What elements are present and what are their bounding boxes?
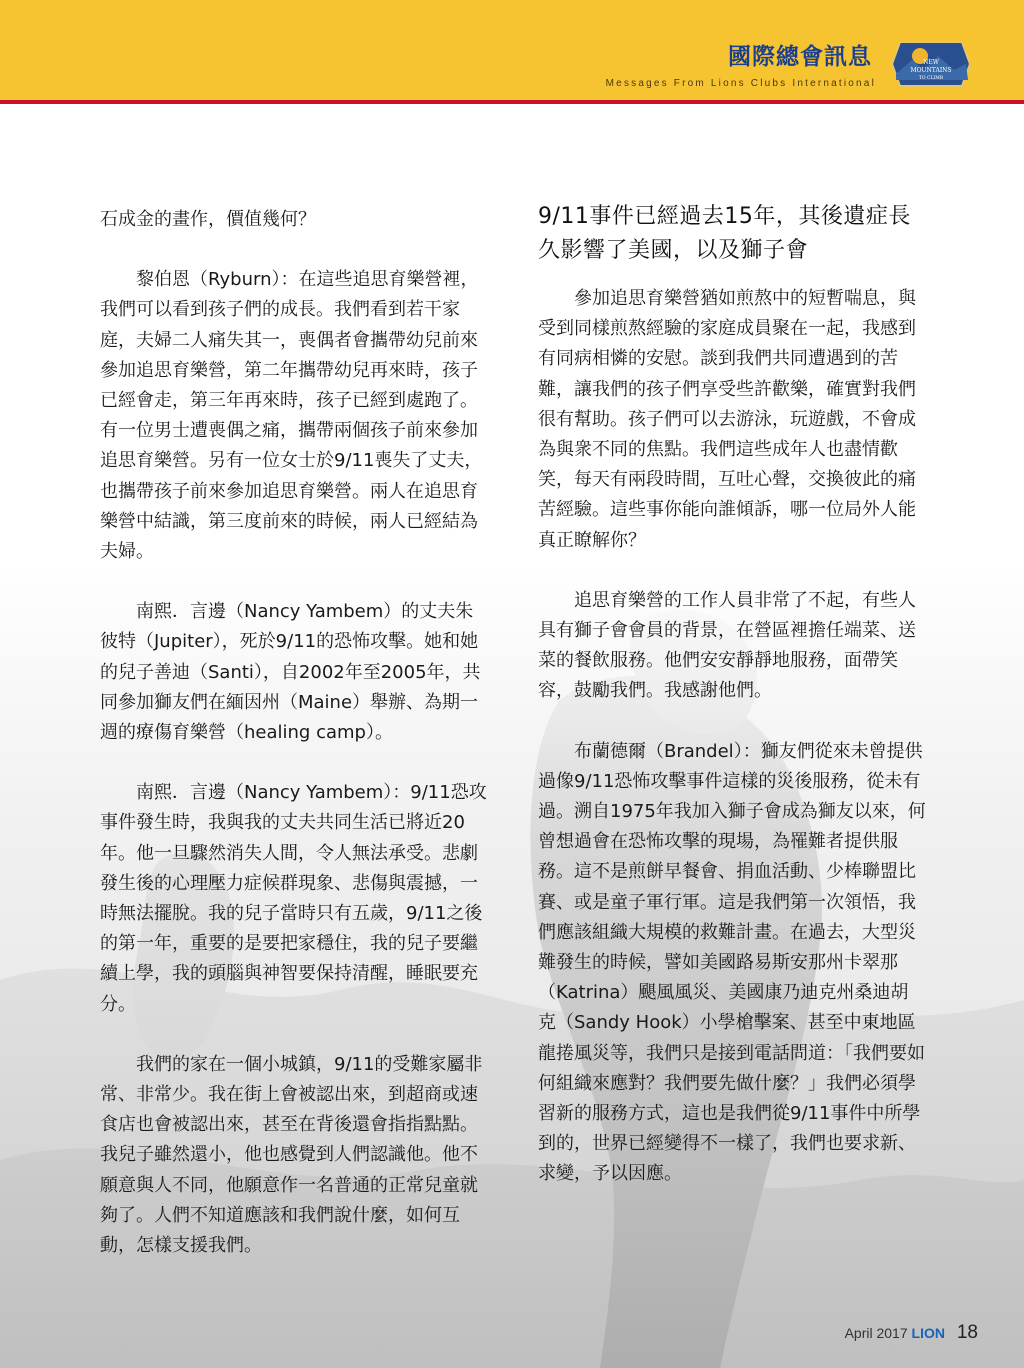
left-column — [100, 205, 490, 1261]
svg-text:MOUNTAINS: MOUNTAINS — [910, 67, 952, 74]
paragraph: 石成金的畫作，價值幾何？ — [100, 209, 316, 230]
page-footer — [845, 1322, 978, 1344]
paragraph: 追思育樂營的工作人員非常了不起，有些人具有獅子會會員的背景，在營區裡擔任端菜、送菜的餐飲服務。他們安安靜靜地服務，面帶笑容，鼓勵我們。我感謝他們。 — [538, 589, 916, 702]
article-subheading: 9/11事件已經過去15年，其後遺症長久影響了美國，以及獅子會 — [538, 204, 911, 263]
svg-text:TO CLIMB: TO CLIMB — [918, 76, 944, 81]
right-column — [538, 200, 926, 1190]
section-title-zh: 國際總會訊息 — [728, 43, 872, 70]
section-subtitle-en: Messages From Lions Clubs International — [605, 78, 876, 89]
header-band — [0, 0, 1024, 104]
paragraph: 我們的家在一個小城鎮，9/11的受難家屬非常、非常少。我在街上會被認出來，到超商或速食店也會被認出來，甚至在背後還會指指點點。我兒子雖然還小，他也感覺到人們認識他。他不願意與人不同，他願意作一名普通的正常兒童就夠了。人們不知道應該和我們說什麼，如何互動，怎樣支援我們。 — [100, 1053, 483, 1257]
paragraph: 南熙．言邊（Nancy Yambem）的丈夫朱彼特（Jupiter），死於9/11的恐怖攻擊。她和她的兒子善迪（Santi），自2002年至2005年，共同參加獅友們在緬因州（Maine）舉辦、為期一週的療傷育樂營（healing camp）。 — [100, 601, 481, 744]
issue-date: April 2017 — [844, 1325, 908, 1341]
paragraph: 參加追思育樂營猶如煎熬中的短暫喘息，與受到同樣煎熬經驗的家庭成員聚在一起，我感到有同病相憐的安慰。談到我們共同遭遇到的苦難，讓我們的孩子們享受些許歡樂，確實對我們很有幫助。孩子們可以去游泳，玩遊戲，不會成為與衆不同的焦點。我們這些成年人也盡情歡笑，每天有兩段時間，互吐心聲，交換彼此的痛苦經驗。這些事你能向誰傾訴，哪一位局外人能真正瞭解你？ — [538, 288, 916, 551]
paragraph: 南熙．言邊（Nancy Yambem）：9/11恐攻事件發生時，我與我的丈夫共同生活已將近20年。他一旦驟然消失人間，令人無法承受。悲劇發生後的心理壓力症候群現象、悲傷與震撼，一時無法擺脫。我的兒子當時只有五歲，9/11之後的第一年，重要的是要把家穩住，我的兒子要繼續上學，我的頭腦與神智要保持清醒，睡眠要充分。 — [100, 782, 487, 1015]
new-mountains-badge-logo — [890, 40, 972, 88]
magazine-brand: LION — [911, 1325, 945, 1341]
svg-text:NEW: NEW — [923, 59, 939, 66]
page-number: 18 — [956, 1322, 978, 1343]
paragraph: 黎伯恩（Ryburn）：在這些追思育樂營裡，我們可以看到孩子們的成長。我們看到若干家庭，夫婦二人痛失其一，喪偶者會攜帶幼兒前來參加追思育樂營，第二年攜帶幼兒再來時，孩子已經會走，第三年再來時，孩子已經到處跑了。有一位男士遭喪偶之痛，攜帶兩個孩子前來參加追思育樂營。另有一位女士於9/11喪失了丈夫，也攜帶孩子前來參加追思育樂營。兩人在追思育樂營中結識，第三度前來的時候，兩人已經結為夫婦。 — [100, 269, 483, 563]
paragraph: 布蘭德爾（Brandel）：獅友們從來未曾提供過像9/11恐怖攻擊事件這樣的災後服務，從未有過。溯自1975年我加入獅子會成為獅友以來，何曾想過會在恐怖攻擊的現場，為罹難者提供服務。這不是煎餅早餐會、捐血活動、少棒聯盟比賽、或是童子軍行軍。這是我們第一次領悟，我們應該組織大規模的救難計畫。在過去，大型災難發生的時候，譬如美國路易斯安那州卡翠那（Katrina）颶風風災、美國康乃迪克州桑迪胡克（Sandy Hook）小學槍擊案、甚至中東地區龍捲風災等，我們只是接到電話問道：「我們要如何組織來應對？我們要先做什麼？」我們必須學習新的服務方式，這也是我們從9/11事件中所學到的，世界已經變得不一樣了，我們也要求新、求變，予以因應。 — [538, 740, 926, 1185]
